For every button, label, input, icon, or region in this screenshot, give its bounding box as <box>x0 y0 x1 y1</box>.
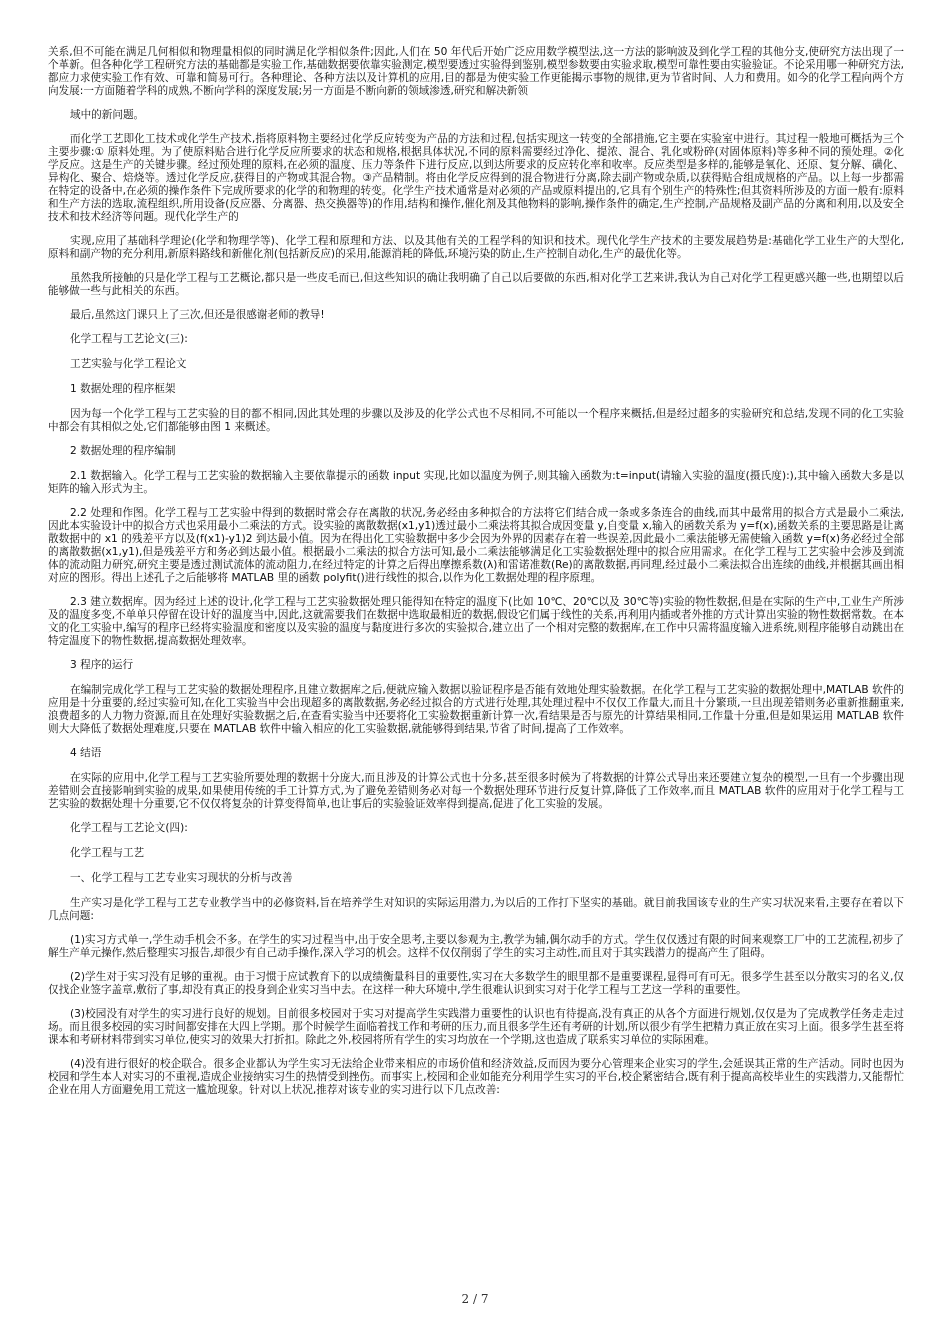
paragraph: 在编制完成化学工程与工艺实验的数据处理程序,且建立数据库之后,便就应输入数据以验证程序是否能有效地处理实验数据。在化学工程与工艺实验的数据处理中,MATLAB 软件的应用是十分重要的,经过实验可知,在化工实验当中会出现超多的离散数据,务必经过拟合的方式进行处理,其处理过程中不仅仅工作量大,而且十分繁琐,一旦出现差错则务必重新推翻重来,浪费超多的人力物力资源,而且在处理好实验数据之后,在查看实验当中还要将化工实验数据重新计算一次,看结果是否与原先的计算结果相同,工作量十分重,但是如果运用 MATLAB 软件则大大降低了数据处理难度,只要在 MATLAB 软件中输入相应的化工实验数据,就能够得到结果,节省了时间,提高了工作效率。 <box>48 684 904 735</box>
paragraph: 实现,应用了基础科学理论(化学和物理学等)、化学工程和原理和方法、以及其他有关的工程学科的知识和技术。现代化学生产技术的主要发展趋势是:基础化学工业生产的大型化,原料和副产物的充分利用,新原料路线和新催化剂(包括新反应)的采用,能源消耗的降低,环境污染的防止,生产控制自动化,生产的最优化等。 <box>48 235 904 260</box>
section-title: 化学工程与工艺论文(三): <box>70 333 188 345</box>
section-heading: 1 数据处理的程序框架 <box>70 383 176 395</box>
paragraph: (4)没有进行很好的校企联合。很多企业都认为学生实习无法给企业带来相应的市场价值和经济效益,反而因为要分心管理来企业实习的学生,会延误其正常的生产活动。同时也因为校园和学生本人对实习的不重视,造成企业接纳实习生的热情受到挫伤。而事实上,校园和企业如能充分利用学生实习的平台,校企紧密结合,既有利于提高高校毕业生的实践潜力,又能帮忙企业在用人方面避免用工荒这一尴尬现象。针对以上状况,推荐对该专业的实习进行以下几点改善: <box>48 1058 904 1096</box>
paragraph: (3)校园没有对学生的实习进行良好的规划。目前很多校园对于实习对提高学生实践潜力重要性的认识也有待提高,没有真正的从各个方面进行规划,仅仅是为了完成教学任务走走过场。而且很多校园的实习时间都安排在大四上学期。那个时候学生面临着找工作和考研的压力,而且很多学生还有考研的计划,所以很少有学生把精力真正放在实习上面。很多学生甚至将课本和考研材料带到实习单位,使实习的效果大打折扣。除此之外,校园将所有学生的实习均放在一个学期,这也造成了联系实习单位的实际困难。 <box>48 1008 904 1046</box>
paragraph: 关系,但不可能在满足几何相似和物理量相似的同时满足化学相似条件;因此,人们在 50 年代后开始广泛应用数学模型法,这一方法的影响波及到化学工程的其他分支,使研究方法出现了一个革新。但各种化学工程研究方法的基础都是实验工作,基础数据要依靠实验测定,模型要透过实验得到鉴别,模型参数要由实验求取,模型可靠性要由实验验证。不论采用哪一种研究方法,都应力求使实验工作有效、可靠和简易可行。各种理论、各种方法以及计算机的应用,目的都是为使实验工作更能揭示事物的规律,更为节省时间、人力和费用。如今的化学工程向两个方向发展:一方面随着学科的成熟,不断向学科的深度发展;另一方面是不断向新的领域渗透,研究和解决新领 <box>48 46 904 97</box>
article-title: 工艺实验与化学工程论文 <box>70 358 187 370</box>
section-heading: 2 数据处理的程序编制 <box>70 445 176 457</box>
paragraph: 最后,虽然这门课只上了三次,但还是很感谢老师的教导! <box>70 309 325 321</box>
section-title: 化学工程与工艺论文(四): <box>70 822 188 834</box>
paragraph: 在实际的应用中,化学工程与工艺实验所要处理的数据十分庞大,而且涉及的计算公式也十分多,甚至很多时候为了将数据的计算公式导出来还要建立复杂的模型,一旦有一个步骤出现差错则会直接影响到实验的成果,如果使用传统的手工计算方式,为了避免差错则务必对每一个数据处理环节进行反复计算,降低了工作效率,而且 MATLAB 软件的应用对于化学工程与工艺实验的数据处理十分重要,它不仅仅将复杂的计算变得简单,也让事后的实验验证效率得到提高,促进了化工实验的发展。 <box>48 772 904 810</box>
paragraph: 域中的新问题。 <box>70 109 145 121</box>
paragraph: 因为每一个化学工程与工艺实验的目的都不相同,因此其处理的步骤以及涉及的化学公式也不尽相同,不可能以一个程序来概括,但是经过超多的实验研究和总结,发现不同的化工实验中都会有其相似之处,它们都能够由图 1 来概述。 <box>48 408 904 433</box>
section-heading: 一、化学工程与工艺专业实习现状的分析与改善 <box>70 872 293 884</box>
section-heading: 4 结语 <box>70 747 102 759</box>
section-heading: 3 程序的运行 <box>70 659 134 671</box>
paragraph: 2.1 数据输入。化学工程与工艺实验的数据输入主要依靠提示的函数 input 实现,比如以温度为例子,则其输入函数为:t=input(请输入实验的温度(摄氏度):),其中输入函数大多是以矩阵的输入形式为主。 <box>48 470 904 495</box>
paragraph: (1)实习方式单一,学生动手机会不多。在学生的实习过程当中,出于安全思考,主要以参观为主,教学为辅,偶尔动手的方式。学生仅仅透过有限的时间来观察工厂中的工艺流程,初步了解生产单元操作,然后整理实习报告,却很少有自己动手操作,深入学习的机会。这样不仅仅削弱了学生的实习主动性,而且对于其实践潜力的提高产生了阻碍。 <box>48 934 904 959</box>
article-title: 化学工程与工艺 <box>70 847 145 859</box>
paragraph: 而化学工艺即化工技术或化学生产技术,指将原料物主要经过化学反应转变为产品的方法和过程,包括实现这一转变的全部措施,它主要在实验室中进行。其过程一般地可概括为三个主要步骤:① 原料处理。为了使原料贴合进行化学反应所要求的状态和规格,根据具体状况,不同的原料需要经过净化、提浓、混合、乳化或粉碎(对固体原料)等多种不同的预处理。②化学反应。这是生产的关键步骤。经过预处理的原料,在必须的温度、压力等条件下进行反应,以到达所要求的反应转化率和收率。反应类型是多样的,能够是氧化、还原、复分解、磺化、异构化、聚合、焙烧等。透过化学反应,获得目的产物或其混合物。③产品精制。将由化学反应得到的混合物进行分离,除去副产物或杂质,以获得贴合组成规格的产品。以上每一步都需在特定的设备中,在必须的操作条件下完成所要求的化学的和物理的转变。化学生产技术通常是对必须的产品或原料提出的,它具有个别生产的特殊性;但其资料所涉及的方面一般有:原料和生产方法的选取,流程组织,所用设备(反应器、分离器、热交换器等)的作用,结构和操作,催化剂及其他物料的影响,操作条件的确定,生产控制,产品规格及副产品的分离和利用,以及安全技术和技术经济等问题。现代化学生产的 <box>48 133 904 223</box>
paragraph: 生产实习是化学工程与工艺专业教学当中的必修资料,旨在培养学生对知识的实际运用潜力,为以后的工作打下坚实的基础。就目前我国该专业的生产实习状况来看,主要存在着以下几点问题: <box>48 897 904 922</box>
page-number: 2 / 7 <box>461 1292 489 1306</box>
paragraph: 2.3 建立数据库。因为经过上述的设计,化学工程与工艺实验数据处理只能得知在特定的温度下(比如 10℃、20℃以及 30℃等)实验的物性数据,但是在实际的生产中,工业生产所涉及的温度多变,不单单只停留在设计好的温度当中,因此,这就需要我们在数据中选取最相近的数据,假设它们属于线性的关系,再利用内插或者外推的方式计算出实验的物性数据常数。在本文的化工实验中,编写的程序已经将实验温度和密度以及实验的温度与黏度进行多次的实验拟合,建立出了一个相对完整的数据库,在工作中只需将温度输入进系统,则程序能够自动跳出在特定温度下的物性数据,提高数据处理效率。 <box>48 596 904 647</box>
paragraph: (2)学生对于实习没有足够的重视。由于习惯于应试教育下的以成绩衡量科目的重要性,实习在大多数学生的眼里都不是重要课程,显得可有可无。很多学生甚至以分散实习的名义,仅仅找企业签字盖章,敷衍了事,却没有真正的投身到企业实习当中去。在这样一种大环境中,学生很难认识到实习对于化学工程与工艺这一学科的重要性。 <box>48 971 904 996</box>
paragraph: 虽然我所接触的只是化学工程与工艺概论,都只是一些皮毛而已,但这些知识的确让我明确了自己以后要做的东西,相对化学工艺来讲,我认为自己对化学工程更感兴趣一些,也期望以后能够做一些与此相关的东西。 <box>48 272 904 297</box>
document-body <box>48 46 904 1108</box>
paragraph: 2.2 处理和作图。化学工程与工艺实验中得到的数据时常会存在离散的状况,务必经由多种拟合的方法将它们结合成一条或多条连合的曲线,而其中最常用的拟合方式是最小二乘法,因此本实验设计中的拟合方式也采用最小二乘法的方式。设实验的离散数据(x1,y1)透过最小二乘法将其拟合成因变量 y,自变量 x,输入的函数关系为 y=f(x),函数关系的主要思路是让离散数据中的 x1 的残差平方以及(f(x1)-y1)2 到达最小值。因为在得出化工实验数据中多少会因为外界的因素存在着一些误差,因此最小二乘法能够无需使输入函数 y=f(x)务必经过全部的离散数据(x1,y1),但是残差平方和务必到达最小值。根据最小二乘法的拟合方法可知,最小二乘法能够满足化工实验数据处理中的拟合应用需求。在化学工程与工艺实验中会涉及到流体的流动阻力研究,研究主要是透过测试流体的流动阻力,在经过特定的计算之后得出摩擦系数(λ)和雷诺准数(Re)的离散数据,再同理,经过最小二乘法拟合出连续的曲线,并根据其画出相对应的图形。得出上述孔子之后能够将 MATLAB 里的函数 polyfit()进行线性的拟合,以作为化工数据处理的程序原理。 <box>48 507 904 584</box>
